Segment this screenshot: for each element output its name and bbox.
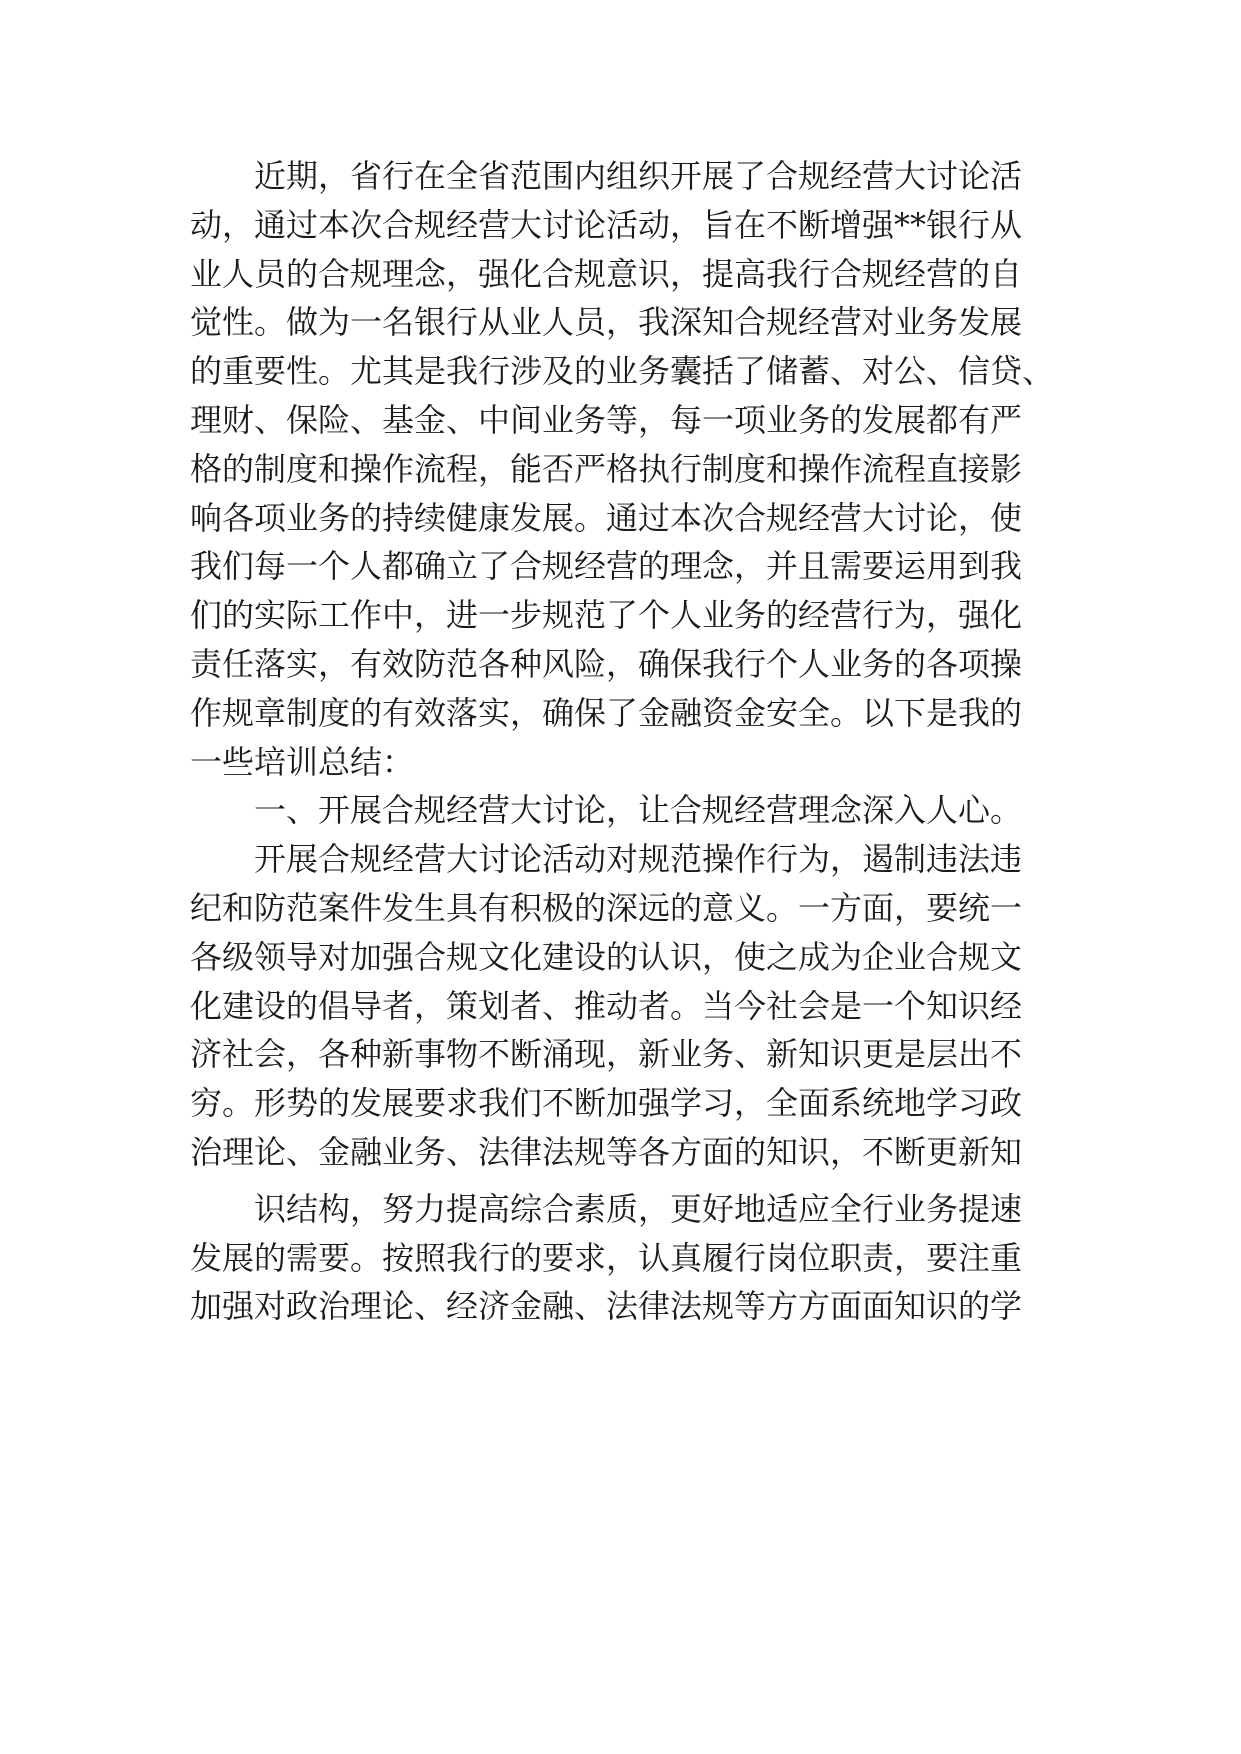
document-body <box>190 152 1070 1331</box>
paragraph-2-line: 纪和防范案件发生具有积极的深远的意义。一方面，要统一 <box>190 888 1023 927</box>
section-heading: 一、开展合规经营大讨论，让合规经营理念深入人心。 <box>254 791 1023 830</box>
paragraph-1-line: 业人员的合规理念，强化合规意识，提高我行合规经营的自 <box>190 254 1023 293</box>
paragraph-3-line: 识结构，努力提高综合素质，更好地适应全行业务提速 <box>254 1189 1023 1228</box>
paragraph-2-line: 化建设的倡导者，策划者、推动者。当今社会是一个知识经 <box>190 986 1023 1025</box>
paragraph-1-line: 的重要性。尤其是我行涉及的业务囊括了储蓄、对公、信贷、 <box>190 352 1055 391</box>
paragraph-1-line: 一些培训总结： <box>190 742 415 781</box>
paragraph-1-line: 理财、保险、基金、中间业务等，每一项业务的发展都有严 <box>190 400 1023 439</box>
paragraph-3-line: 发展的需要。按照我行的要求，认真履行岗位职责，要注重 <box>190 1238 1023 1277</box>
paragraph-1-line: 响各项业务的持续健康发展。通过本次合规经营大讨论，使 <box>190 498 1023 537</box>
paragraph-1-line: 近期，省行在全省范围内组织开展了合规经营大讨论活 <box>254 157 1023 195</box>
paragraph-1-line: 作规章制度的有效落实，确保了金融资金安全。以下是我的 <box>190 693 1023 732</box>
paragraph-1-line: 责任落实，有效防范各种风险，确保我行个人业务的各项操 <box>190 644 1023 683</box>
paragraph-1-line: 们的实际工作中，进一步规范了个人业务的经营行为，强化 <box>190 596 1023 635</box>
paragraph-2-line: 穷。形势的发展要求我们不断加强学习，全面系统地学习政 <box>190 1084 1023 1123</box>
paragraph-2-line: 开展合规经营大讨论活动对规范操作行为，遏制违法违 <box>254 840 1023 879</box>
paragraph-2-line: 各级领导对加强合规文化建设的认识，使之成为企业合规文 <box>190 937 1023 976</box>
paragraph-1-line: 动，通过本次合规经营大讨论活动，旨在不断增强**银行从 <box>190 205 1023 244</box>
paragraph-1-line: 格的制度和操作流程，能否严格执行制度和操作流程直接影 <box>190 449 1023 488</box>
paragraph-1-line: 觉性。做为一名银行从业人员，我深知合规经营对业务发展 <box>190 303 1023 342</box>
paragraph-2-line: 治理论、金融业务、法律法规等各方面的知识，不断更新知 <box>190 1132 1023 1171</box>
paragraph-3-line: 加强对政治理论、经济金融、法律法规等方方面面知识的学 <box>190 1287 1023 1326</box>
paragraph-2-line: 济社会，各种新事物不断涌现，新业务、新知识更是层出不 <box>190 1035 1023 1074</box>
paragraph-1-line: 我们每一个人都确立了合规经营的理念，并且需要运用到我 <box>190 547 1023 586</box>
